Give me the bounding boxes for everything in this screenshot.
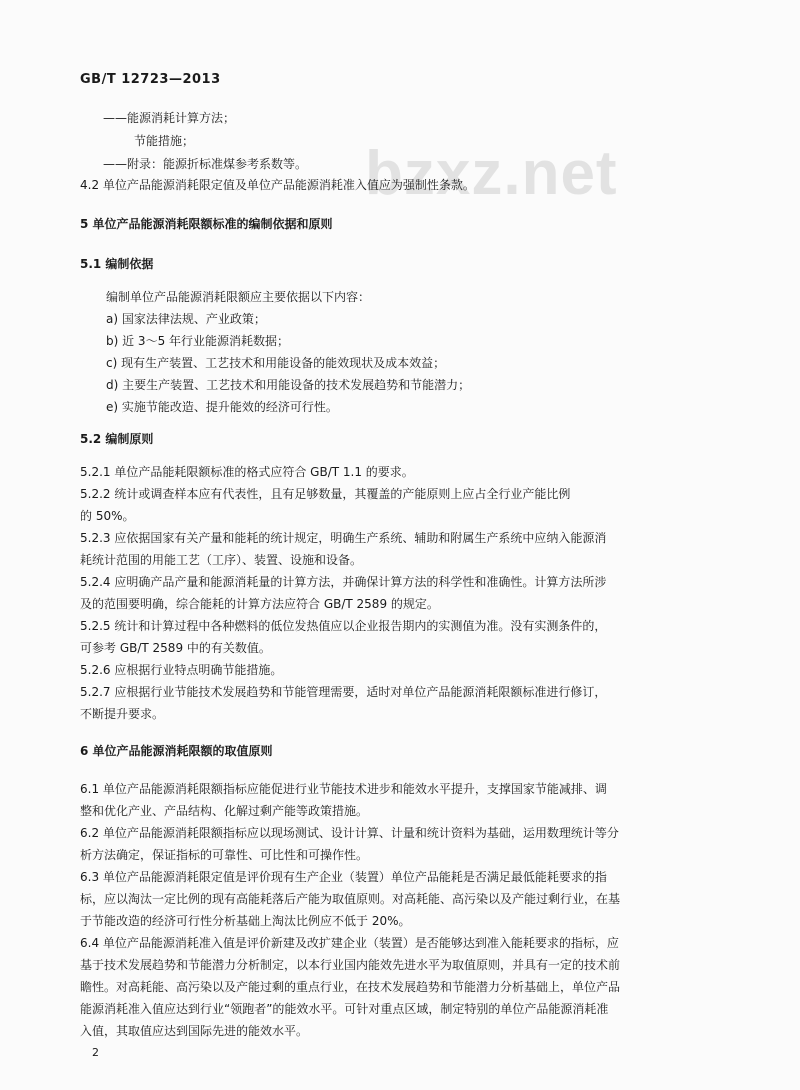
list-item: ——能源消耗计算方法； (103, 111, 236, 125)
section-heading-5-1: 5.1 编制依据 (80, 257, 154, 271)
clause-5-2-7: 5.2.7 应根据行业节能技术发展趋势和节能管理需要，适时对单位产品能源消耗限额标准进行修订， (80, 685, 607, 699)
clause-continuation: 能源消耗准入值应达到行业“领跑者”的能效水平。可针对重点区域，制定特别的单位产品能源消耗准 (80, 1002, 609, 1016)
clause-continuation: 及的范围要明确，综合能耗的计算方法应符合 GB/T 2589 的规定。 (80, 597, 439, 611)
clause-continuation: 入值，其取值应达到国际先进的能效水平。 (80, 1024, 309, 1038)
list-item: b) 近 3～5 年行业能源消耗数据； (106, 334, 290, 348)
clause-continuation: 耗统计范围的用能工艺（工序）、装置、设施和设备。 (80, 553, 363, 567)
clause-5-2-2: 5.2.2 统计或调查样本应有代表性，且有足够数量，其覆盖的产能原则上应占全行业产能比例 (80, 487, 571, 501)
paragraph: 编制单位产品能源消耗限额应主要依据以下内容： (106, 290, 371, 304)
clause-6-4: 6.4 单位产品能源消耗准入值是评价新建及改扩建企业（装置）是否能够达到准入能耗要求的指标，应 (80, 936, 619, 950)
list-item: c) 现有生产装置、工艺技术和用能设备的能效现状及成本效益； (106, 356, 446, 370)
list-item: d) 主要生产装置、工艺技术和用能设备的技术发展趋势和节能潜力； (106, 378, 471, 392)
clause-continuation: 析方法确定，保证指标的可靠性、可比性和可操作性。 (80, 848, 369, 862)
clause-continuation: 基于技术发展趋势和节能潜力分析制定，以本行业国内能效先进水平为取值原则，并具有一定的技术前 (80, 958, 621, 972)
clause-continuation: 瞻性。对高耗能、高污染以及产能过剩的重点行业，在技术发展趋势和节能潜力分析基础上，单位产品 (80, 980, 621, 994)
clause-4-2: 4.2 单位产品能源消耗限定值及单位产品能源消耗准入值应为强制性条款。 (80, 178, 475, 192)
list-item: ——附录：能源折标准煤参考系数等。 (103, 157, 308, 171)
clause-continuation: 标，应以淘汰一定比例的现有高能耗落后产能为取值原则。对高耗能、高污染以及产能过剩行业，在基 (80, 892, 621, 906)
clause-continuation: 的 50%。 (80, 509, 135, 523)
list-item: 节能措施； (134, 134, 195, 148)
list-item: e) 实施节能改造、提升能效的经济可行性。 (106, 400, 338, 414)
standard-code-header: GB/T 12723—2013 (80, 72, 221, 87)
section-heading-6: 6 单位产品能源消耗限额的取值原则 (80, 744, 273, 758)
clause-5-2-3: 5.2.3 应依据国家有关产量和能耗的统计规定，明确生产系统、辅助和附属生产系统中应纳入能源消 (80, 531, 607, 545)
clause-continuation: 不断提升要求。 (80, 707, 165, 721)
clause-5-2-6: 5.2.6 应根据行业特点明确节能措施。 (80, 663, 283, 677)
page-number: 2 (92, 1046, 99, 1059)
clause-continuation: 整和优化产业、产品结构、化解过剩产能等政策措施。 (80, 804, 369, 818)
section-heading-5: 5 单位产品能源消耗限额标准的编制依据和原则 (80, 217, 333, 231)
clause-continuation: 于节能改造的经济可行性分析基础上淘汰比例应不低于 20%。 (80, 914, 411, 928)
clause-6-2: 6.2 单位产品能源消耗限额指标应以现场测试、设计计算、计量和统计资料为基础，运用数理统计等分 (80, 826, 619, 840)
clause-6-3: 6.3 单位产品能源消耗限定值是评价现有生产企业（装置）单位产品能耗是否满足最低能耗要求的指 (80, 870, 607, 884)
section-heading-5-2: 5.2 编制原则 (80, 432, 154, 446)
clause-6-1: 6.1 单位产品能源消耗限额指标应能促进行业节能技术进步和能效水平提升，支撑国家节能减排、调 (80, 782, 607, 796)
site-watermark: bzxz.net (365, 139, 618, 208)
clause-continuation: 可参考 GB/T 2589 中的有关数值。 (80, 641, 271, 655)
clause-5-2-5: 5.2.5 统计和计算过程中各种燃料的低位发热值应以企业报告期内的实测值为准。没有实测条件的， (80, 619, 607, 633)
clause-5-2-1: 5.2.1 单位产品能耗限额标准的格式应符合 GB/T 1.1 的要求。 (80, 465, 414, 479)
clause-5-2-4: 5.2.4 应明确产品产量和能源消耗量的计算方法，并确保计算方法的科学性和准确性。计算方法所涉 (80, 575, 607, 589)
list-item: a) 国家法律法规、产业政策； (106, 312, 266, 326)
